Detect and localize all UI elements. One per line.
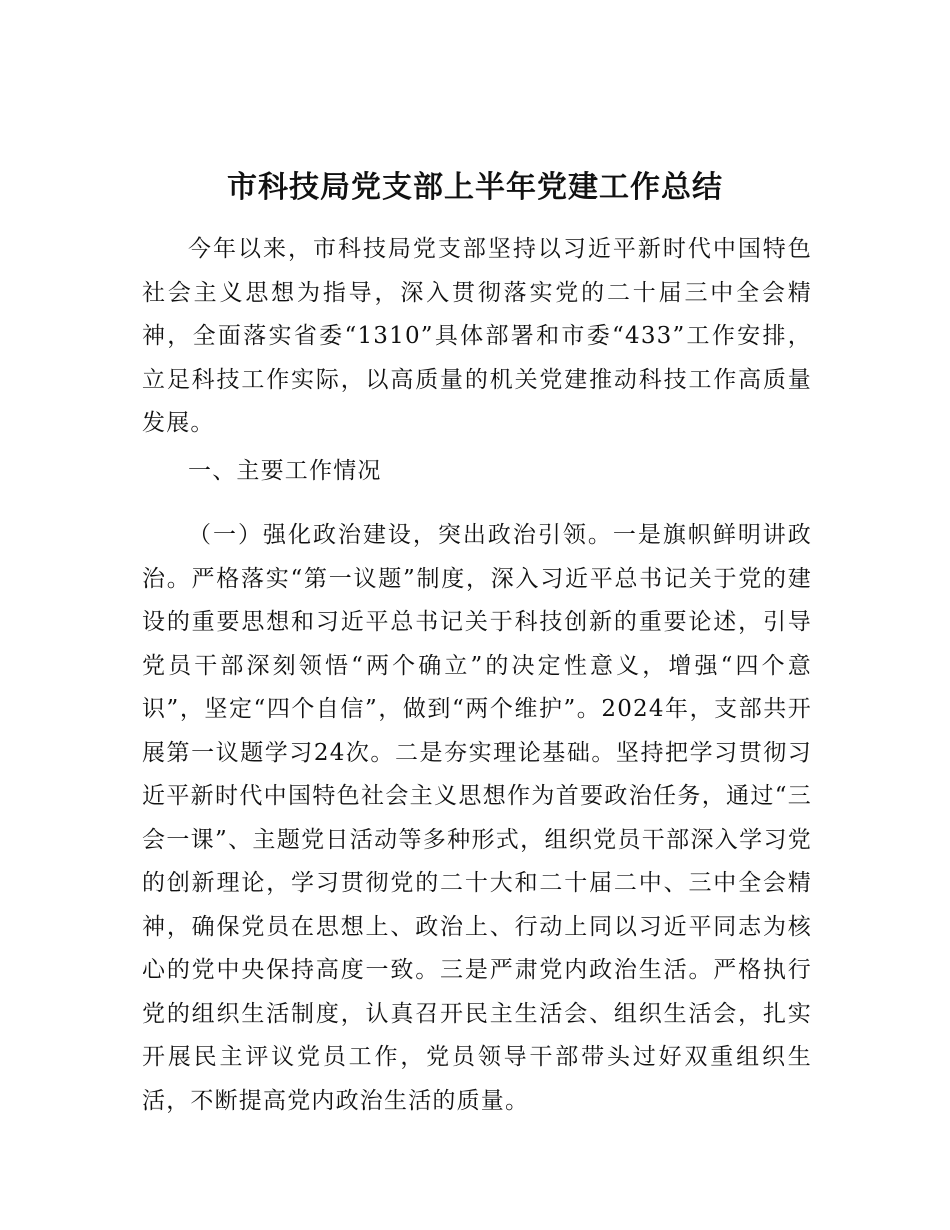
political-building-paragraph: （一）强化政治建设，突出政治引领。一是旗帜鲜明讲政治。严格落实“第一议题”制度，深入习近平总书记关于党的建设的重要思想和习近平总书记关于科技创新的重要论述，引导党员干部深刻领悟“两个确立”的决定性意义，增强“四个意识”，坚定“四个自信”，做到“两个维护”。2024年，支部共开展第一议题学习24次。二是夯实理论基础。坚持把学习贯彻习近平新时代中国特色社会主义思想作为首要政治任务，通过“三会一课”、主题党日活动等多种形式，组织党员干部深入学习党的创新理论，学习贯彻党的二十大和二十届二中、三中全会精神，确保党员在思想上、政治上、行动上同以习近平同志为核心的党中央保持高度一致。三是严肃党内政治生活。严格执行党的组织生活制度，认真召开民主生活会、组织生活会，扎实开展民主评议党员工作，党员领导干部带头过好双重组织生活，不断提高党内政治生活的质量。 xyxy=(142,522,812,1114)
document-title: 市科技局党支部上半年党建工作总结 xyxy=(227,170,723,205)
intro-paragraph: 今年以来，市科技局党支部坚持以习近平新时代中国特色社会主义思想为指导，深入贯彻落实党的二十届三中全会精神，全面落实省委“1310”具体部署和市委“433”工作安排，立足科技工作实际，以高质量的机关党建推动科技工作高质量发展。 xyxy=(142,236,812,436)
section-heading: 一、主要工作情况 xyxy=(188,458,382,484)
